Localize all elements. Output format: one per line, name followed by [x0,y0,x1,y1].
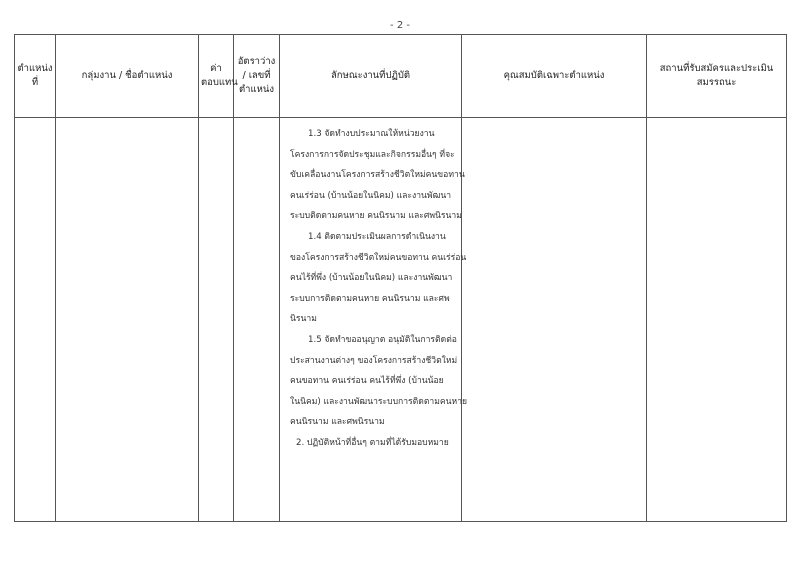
duty-line: คนไร้ที่พึ่ง (บ้านน้อยในนิคม) และงานพัฒนา [290,273,453,284]
duty-line: ระบบติดตามคนหาย คนนิรนาม และศพนิรนาม [290,211,462,222]
cell-qualifications [462,118,647,522]
duty-line: คนเร่ร่อน (บ้านน้อยในนิคม) และงานพัฒนา [290,190,452,201]
duty-line: ของโครงการสร้างชีวิตใหม่คนขอทาน คนเร่ร่อน [290,252,467,263]
duty-line: ระบบการติดตามคนหาย คนนิรนาม และศพ [290,293,450,304]
duty-line: คนขอทาน คนเร่ร่อน คนไร้ที่พึ่ง (บ้านน้อย [290,376,444,387]
duty-line: ขับเคลื่อนงานโครงการสร้างชีวิตใหม่คนขอทาน [290,170,465,181]
cell-vacancy [234,118,280,522]
header-position-number: ตำแหน่งที่ [15,35,56,118]
duty-line: 1.5 จัดทำขออนุญาต อนุมัติในการติดต่อ [308,334,457,345]
duty-line: 1.4 ติดตามประเมินผลการดำเนินงาน [308,231,446,242]
cell-duties [280,118,468,522]
page-number: - 2 - [390,20,410,31]
table-header-row [15,35,787,118]
header-position-name: กลุ่มงาน / ชื่อตำแหน่ง [56,35,199,118]
duty-line: ในนิคม) และงานพัฒนาระบบการติดตามคนหาย [290,396,468,407]
header-compensation: ค่าตอบแทน [199,35,234,118]
duties-text [280,118,468,454]
cell-position-name [56,118,199,522]
duty-line: ประสานงานต่างๆ ของโครงการสร้างชีวิตใหม่ [290,355,458,366]
duty-line: นิรนาม [290,314,317,325]
header-qualifications: คุณสมบัติเฉพาะตำแหน่ง [462,35,647,118]
cell-application-location [647,118,787,522]
duty-line: 1.3 จัดทำงบประมาณให้หน่วยงาน [308,129,435,139]
header-vacancy: อัตราว่าง / เลขที่ตำแหน่ง [234,35,280,118]
cell-position-number [15,118,56,522]
duty-line: โครงการการจัดประชุมและกิจกรรมอื่นๆ ที่จะ [290,149,455,160]
position-table [14,34,787,522]
cell-compensation [199,118,234,522]
duty-line: คนนิรนาม และศพนิรนาม [290,417,385,428]
duty-line: 2. ปฏิบัติหน้าที่อื่นๆ ตามที่ได้รับมอบหมาย [296,437,449,448]
table-row [15,118,787,522]
header-duties: ลักษณะงานที่ปฏิบัติ [280,35,462,118]
header-application-location: สถานที่รับสมัครและประเมินสมรรถนะ [647,35,787,118]
